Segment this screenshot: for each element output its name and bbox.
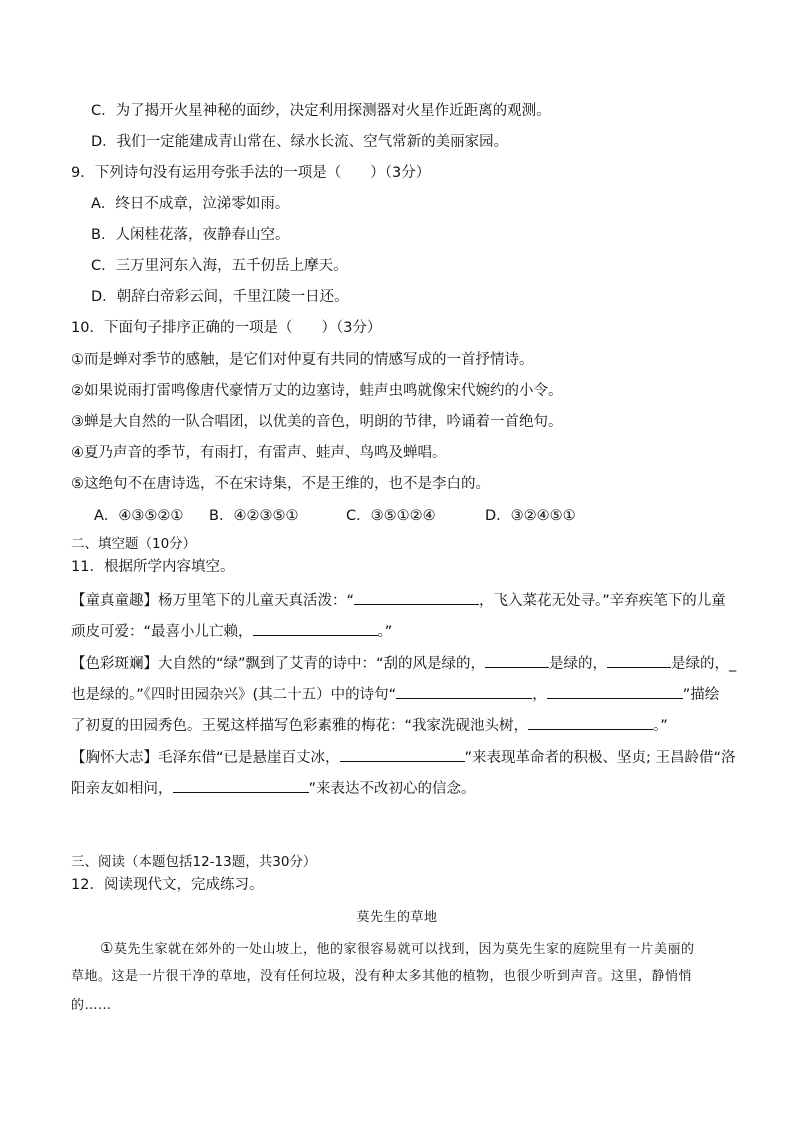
paragraph-text: 莫先生家就在郊外的一处山坡上，他的家很容易就可以找到，因为莫先生家的庭院里有一片美丽的 <box>113 942 695 957</box>
blank-input[interactable] <box>253 620 378 636</box>
secai-text-a: 大自然的“绿”飘到了艾青的诗中：“刮的风是绿的， <box>158 656 486 672</box>
q10-sentence-3: ③蝉是大自然的一队合唱团，以优美的音色，明朗的节律，吟诵着一首绝句。 <box>71 414 563 430</box>
passage-paragraph-1-line-3: 的…… <box>71 998 112 1013</box>
fill-line-xionghuai-1 <box>71 746 736 768</box>
q9-option-d: D．朝辞白帝彩云间，千里江陵一日还。 <box>91 289 349 305</box>
secai-text-c: 是绿的， <box>671 656 730 672</box>
q10-option-d: D．③②④⑤① <box>485 508 576 524</box>
tag-xionghuai: 【胸怀大志】 <box>71 750 158 766</box>
fill-line-tongqu-2 <box>71 620 392 642</box>
secai-text-f: ， <box>532 687 547 703</box>
q9-option-b: B．人闲桂花落，夜静春山空。 <box>91 227 290 243</box>
q9-option-a: A．终日不成章，泣涕零如雨。 <box>91 196 290 212</box>
blank-input[interactable] <box>528 714 653 730</box>
q11-stem: 11．根据所学内容填空。 <box>71 559 235 575</box>
blank-input[interactable] <box>607 652 671 668</box>
tongqu-text-d: 。” <box>377 624 393 640</box>
fill-line-xionghuai-2 <box>71 777 476 799</box>
q10-sentence-4: ④夏乃声音的季节，有雨打，有雷声、蛙声、鸟鸣及蝉唱。 <box>71 445 447 461</box>
blank-input[interactable] <box>340 746 465 762</box>
fill-line-secai-3 <box>71 714 668 736</box>
fill-line-secai-1 <box>71 652 736 674</box>
blank-input[interactable] <box>354 589 479 605</box>
q10-option-c: C．③⑤①②④ <box>346 508 436 524</box>
q8-option-c: C．为了揭开火星神秘的面纱，决定利用探测器对火星作近距离的观测。 <box>91 103 551 119</box>
blank-input[interactable] <box>547 683 683 699</box>
section3-heading: 三、阅读（本题包括12-13题，共30分） <box>71 854 317 870</box>
tongqu-text-a: 杨万里笔下的儿童天真活泼：“ <box>158 593 355 609</box>
secai-text-b: 是绿的， <box>549 656 608 672</box>
xionghuai-text-c: 阳亲友如相问， <box>71 781 173 797</box>
passage-title: 莫先生的草地 <box>356 910 438 925</box>
secai-text-h: 了初夏的田园秀色。王冕这样描写色彩素雅的梅花：“我家洗砚池头树， <box>71 718 529 734</box>
q9-stem: 9．下列诗句没有运用夸张手法的一项是（ ）（3分） <box>71 165 431 181</box>
q10-sentence-5: ⑤这绝句不在唐诗选，不在宋诗集，不是王维的，也不是李白的。 <box>71 476 490 492</box>
secai-text-i: 。” <box>653 718 668 734</box>
secai-text-d: _ <box>729 656 737 672</box>
section2-heading: 二、填空题（10分） <box>71 536 197 552</box>
secai-text-g: ”描绘 <box>682 687 720 703</box>
paragraph-number: ① <box>100 939 114 957</box>
fill-line-secai-2 <box>71 683 719 705</box>
q8-option-d: D．我们一定能建成青山常在、绿水长流、空气常新的美丽家园。 <box>91 134 509 150</box>
passage-paragraph-1-line-1 <box>100 938 694 960</box>
passage-paragraph-1-line-2: 草地。这是一片很干净的草地，没有任何垃圾，没有种太多其他的植物，也很少听到声音。这里，静悄悄 <box>71 969 693 984</box>
q9-option-c: C．三万里河东入海，五千仞岳上摩天。 <box>91 258 348 274</box>
q10-sentence-1: ①而是蝉对季节的感触，是它们对仲夏有共同的情感写成的一首抒情诗。 <box>71 352 534 368</box>
q10-option-b: B．④②③⑤① <box>209 508 299 524</box>
blank-input[interactable] <box>396 683 532 699</box>
q10-sentence-2: ②如果说雨打雷鸣像唐代豪情万丈的边塞诗，蛙声虫鸣就像宋代婉约的小令。 <box>71 383 563 399</box>
q10-stem: 10．下面句子排序正确的一项是（ ）（3分） <box>71 320 382 336</box>
tongqu-text-b: ，飞入菜花无处寻。”辛弃疾笔下的儿童 <box>479 593 726 609</box>
xionghuai-text-d: ”来表达不改初心的信念。 <box>308 781 476 797</box>
xionghuai-text-a: 毛泽东借“已是悬崖百丈冰， <box>158 750 340 766</box>
q12-stem: 12．阅读现代文，完成练习。 <box>71 877 264 893</box>
tag-secai: 【色彩斑斓】 <box>71 656 158 672</box>
tongqu-text-c: 顽皮可爱：“最喜小儿亡赖， <box>71 624 253 640</box>
q10-option-a: A．④③⑤②① <box>94 508 184 524</box>
blank-input[interactable] <box>173 777 309 793</box>
xionghuai-text-b: ”来表现革命者的积极、坚贞; 王昌龄借“洛 <box>464 750 736 766</box>
fill-line-tongqu-1 <box>71 589 726 611</box>
secai-text-e: 也是绿的。”《四时田园杂兴》(其二十五）中的诗句“ <box>71 687 397 703</box>
tag-tongzhen: 【童真童趣】 <box>71 593 158 609</box>
blank-input[interactable] <box>485 652 549 668</box>
